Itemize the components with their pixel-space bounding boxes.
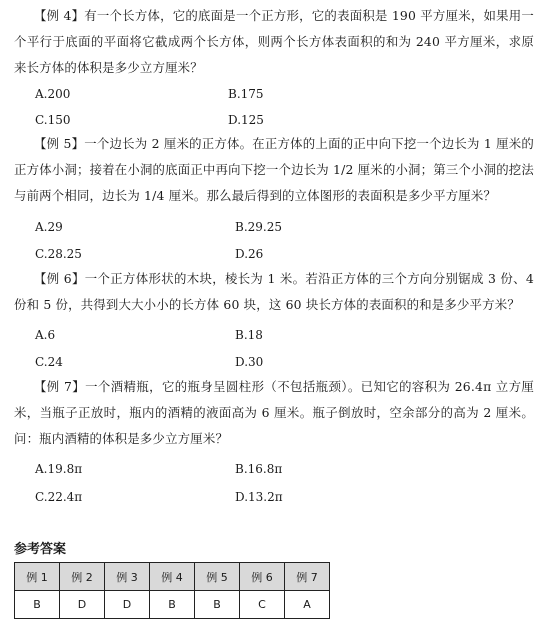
- answers-value-cell: B: [195, 591, 240, 619]
- example-5-option-d: D.26: [235, 247, 264, 261]
- answers-header-cell: 例 4: [150, 563, 195, 591]
- example-4-option-b: B.175: [228, 87, 264, 101]
- example-7-option-a: A.19.8π: [35, 462, 83, 476]
- example-7-option-b: B.16.8π: [235, 462, 283, 476]
- answers-value-cell: C: [240, 591, 285, 619]
- answers-value-cell: A: [285, 591, 330, 619]
- answers-header-cell: 例 3: [105, 563, 150, 591]
- answers-header-row: [15, 563, 330, 591]
- example-6-option-c: C.24: [35, 355, 63, 369]
- example-6-option-b: B.18: [235, 328, 263, 342]
- example-5-question: 【例 5】一个边长为 2 厘米的正方体。在正方体的上面的正中向下挖一个边长为 1 厘米的正方体小洞；接着在小洞的底面正中再向下挖一个边长为 1/2 厘米的小洞；第三个小洞的挖法与前两个相同，边长为 1/4 厘米。那么最后得到的立体图形的表面积是多少平方厘米？: [14, 136, 534, 203]
- answers-table: [14, 562, 330, 619]
- answers-header-cell: 例 6: [240, 563, 285, 591]
- example-4-option-c: C.150: [35, 113, 71, 127]
- example-6-question: 【例 6】一个正方体形状的木块，棱长为 1 米。若沿正方体的三个方向分别锯成 3 份、4 份和 5 份，共得到大大小小的长方体 60 块，这 60 块长方体的表面积的和是多少平方米？: [14, 271, 534, 312]
- answers-header-cell: 例 1: [15, 563, 60, 591]
- example-7-option-d: D.13.2π: [235, 490, 283, 504]
- answers-header-cell: 例 5: [195, 563, 240, 591]
- example-7-question: 【例 7】一个酒精瓶，它的瓶身呈圆柱形（不包括瓶颈）。已知它的容积为 26.4π 立方厘米，当瓶子正放时，瓶内的酒精的液面高为 6 厘米。瓶子倒放时，空余部分的高为 2 厘米。问：瓶内酒精的体积是多少立方厘米？: [14, 379, 534, 446]
- answers-header-cell: 例 2: [60, 563, 105, 591]
- example-6-option-d: D.30: [235, 355, 264, 369]
- answers-value-cell: D: [60, 591, 105, 619]
- answers-value-cell: B: [15, 591, 60, 619]
- answers-value-cell: D: [105, 591, 150, 619]
- answers-value-cell: B: [150, 591, 195, 619]
- example-4-question: 【例 4】有一个长方体，它的底面是一个正方形，它的表面积是 190 平方厘米，如果用一个平行于底面的平面将它截成两个长方体，则两个长方体表面积的和为 240 平方厘米，求原来长方体的体积是多少立方厘米？: [14, 8, 534, 75]
- example-5-option-c: C.28.25: [35, 247, 82, 261]
- answers-value-row: [15, 591, 330, 619]
- example-5-option-a: A.29: [35, 220, 63, 234]
- example-6-option-a: A.6: [35, 328, 56, 342]
- answers-title: 参考答案: [14, 542, 67, 557]
- example-5-option-b: B.29.25: [235, 220, 282, 234]
- example-7-option-c: C.22.4π: [35, 490, 83, 504]
- example-4-option-a: A.200: [35, 87, 71, 101]
- answers-header-cell: 例 7: [285, 563, 330, 591]
- example-4-option-d: D.125: [228, 113, 264, 127]
